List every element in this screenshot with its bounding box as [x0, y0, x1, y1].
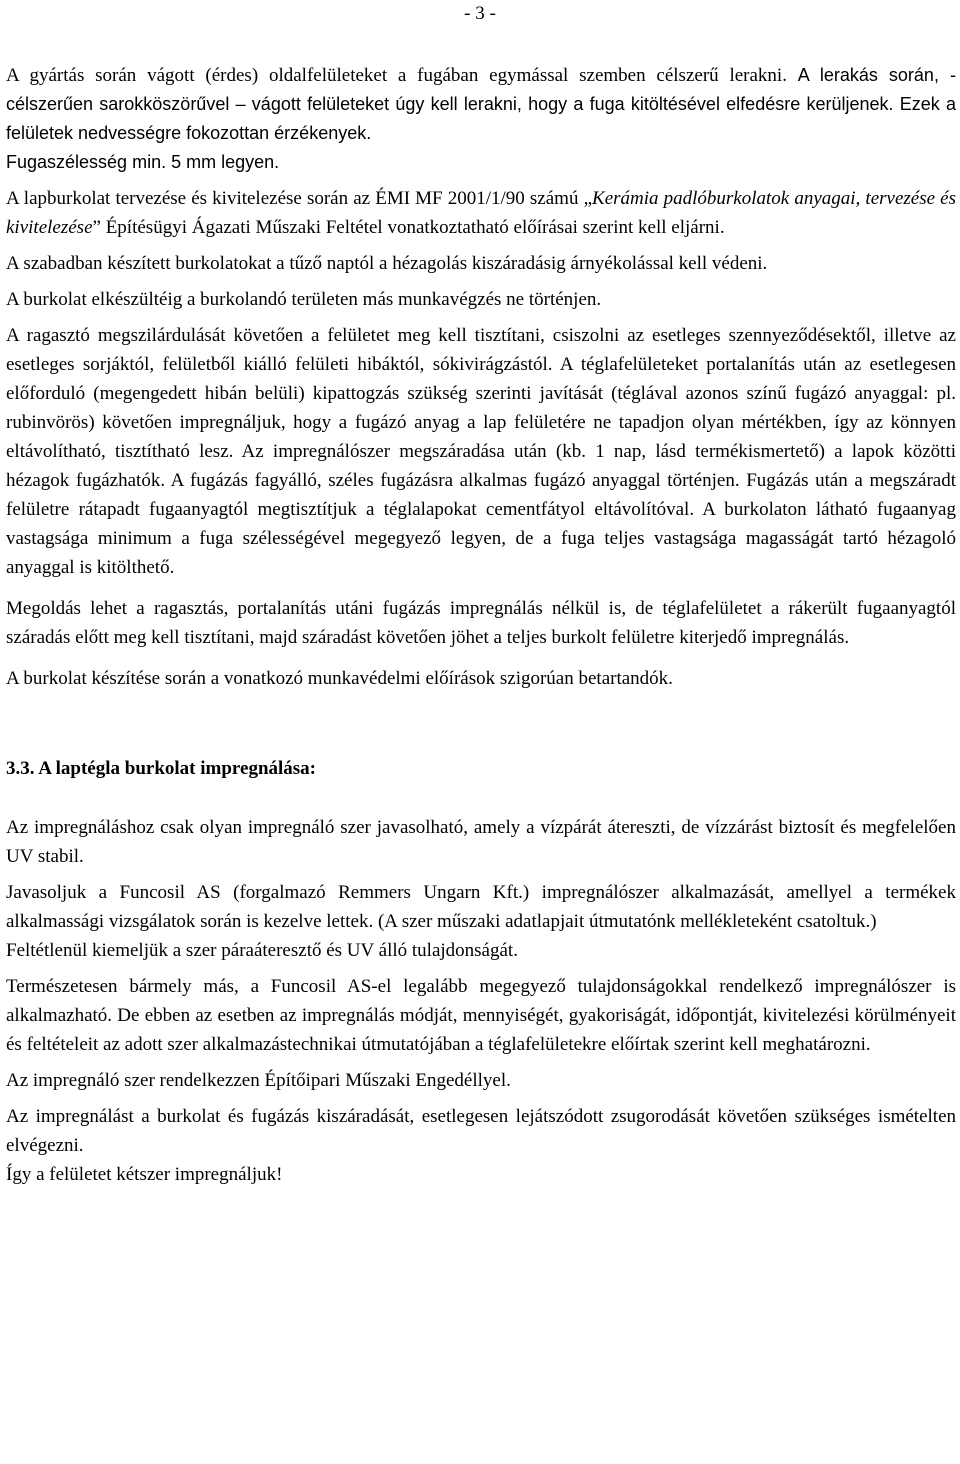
- paragraph-alternative-products: Természetesen bármely más, a Funcosil AS-el legalább megegyező tulajdonságokkal rendelkező impregnálószer is alkalmazható. De ebben az esetben az impregnálás módját, mennyiségét, gyakoriságát, időpontját, kivitelezési körülményeit és feltételeit az adott szer alkalmazástechnikai útmutatójában a téglafelületekre előírtak szerint kell meghatározni.: [6, 976, 956, 1055]
- emi-standard-title: Kerámia padlóburkolatok anyagai, tervezése és kivitelezése: [6, 188, 956, 238]
- paragraph-funcosil-recommendation: Javasoljuk a Funcosil AS (forgalmazó Remmers Ungarn Kft.) impregnálószer alkalmazását, amellyel a termékek alkalmassági vizsgálatok során is kezelve lettek. (A szer műszaki adatlapjait útmutatónk mellékleteként csatoltuk.): [6, 882, 956, 932]
- paragraph-no-other-work: A burkolat elkészültéig a burkolandó területen más munkavégzés ne történjen.: [6, 289, 602, 310]
- emi-standard-text-start: A lapburkolat tervezése és kivitelezése során az ÉMI MF 2001/1/90 számú „: [6, 188, 593, 209]
- paragraph-sun-protection: A szabadban készített burkolatokat a tűző naptól a hézagolás kiszáradásig árnyékolással kell védeni.: [6, 253, 768, 274]
- paragraph-approval-required: Az impregnáló szer rendelkezzen Építőipari Műszaki Engedéllyel.: [6, 1070, 511, 1091]
- paragraph-safety-rules: A burkolat készítése során a vonatkozó munkavédelmi előírások szigorúan betartandók.: [6, 668, 673, 689]
- page-number: - 3 -: [464, 3, 496, 24]
- document-body: [6, 61, 956, 1189]
- paragraph-impregnation-requirements: Az impregnáláshoz csak olyan impregnáló szer javasolható, amely a vízpárát átereszti, de vízzárást biztosít és megfelelően UV stabil.: [6, 817, 956, 867]
- paragraph-emi-standard: [6, 184, 956, 242]
- paragraph-twice-impregnated: Így a felületet kétszer impregnáljuk!: [6, 1164, 283, 1185]
- emi-standard-text-end: ” Építésügyi Ágazati Műszaki Feltétel vonatkoztatható előírásai szerint kell eljárni.: [92, 217, 725, 238]
- paragraph-cut-surfaces: [6, 61, 956, 177]
- section-heading: 3.3. A laptégla burkolat impregnálása:: [6, 758, 317, 779]
- cut-surfaces-line-3: Fugaszélesség min. 5 mm legyen.: [6, 152, 280, 172]
- paragraph-key-properties: Feltétlenül kiemeljük a szer páraáteresztő és UV álló tulajdonságát.: [6, 940, 518, 961]
- cut-surfaces-line-1: A gyártás során vágott (érdes) oldalfelületeket a fugában egymással szemben célszerű lerakni.: [6, 65, 787, 86]
- paragraph-repeat-impregnation: Az impregnálást a burkolat és fugázás kiszáradását, esetlegesen lejátszódott zsugorodását követően szükséges ismételten elvégezni.: [6, 1106, 956, 1156]
- paragraph-alternative-solution: Megoldás lehet a ragasztás, portalanítás utáni fugázás impregnálás nélkül is, de téglafelületet a rákerült fugaanyagtól száradás előtt meg kell tisztítani, majd száradást követően jöhet a teljes burkolt felületre kiterjedő impregnálás.: [6, 598, 956, 648]
- cut-surfaces-line-2: A lerakás során, - célszerűen sarokköszörűvel – vágott felületeket úgy kell lerakni, hogy a fuga kitöltésével elfedésre kerüljenek. Ezek a felületek nedvességre fokozottan érzékenyek.: [6, 65, 957, 143]
- paragraph-cleaning-and-grouting: A ragasztó megszilárdulását követően a felületet meg kell tisztítani, csiszolni az esetleges szennyeződésektől, illetve az esetleges sorjáktól, felületből kiálló felületi hibáktól, sókivirágzástól. A téglafelületeket portalanítás után az esetlegesen előforduló (megengedett hibán belüli) kipattogzás szükség szerinti javítását (téglával azonos színű fugázó anyaggal: pl. rubinvörös) követően impregnáljuk, hogy a fugázó anyag a lap felületére ne tapadjon olyan mértékben, így az könnyen eltávolítható, tisztítható lesz. Az impregnálószer megszáradása után (kb. 1 nap, lásd termékismertető) a lapok közötti hézagok fugázhatók. A fugázás fagyálló, széles fugázásra alkalmas fugázó anyaggal történjen. Fugázás után a megszáradt felületre rátapadt fugaanyagtól megtisztítjuk a téglalapokat cementfátyol eltávolítóval. A burkolaton látható fugaanyag vastagsága minimum a fuga szélességével megegyező legyen, de a fuga teljes vastagsága magasságát tartó hézagoló anyaggal is kitölthető.: [6, 325, 956, 578]
